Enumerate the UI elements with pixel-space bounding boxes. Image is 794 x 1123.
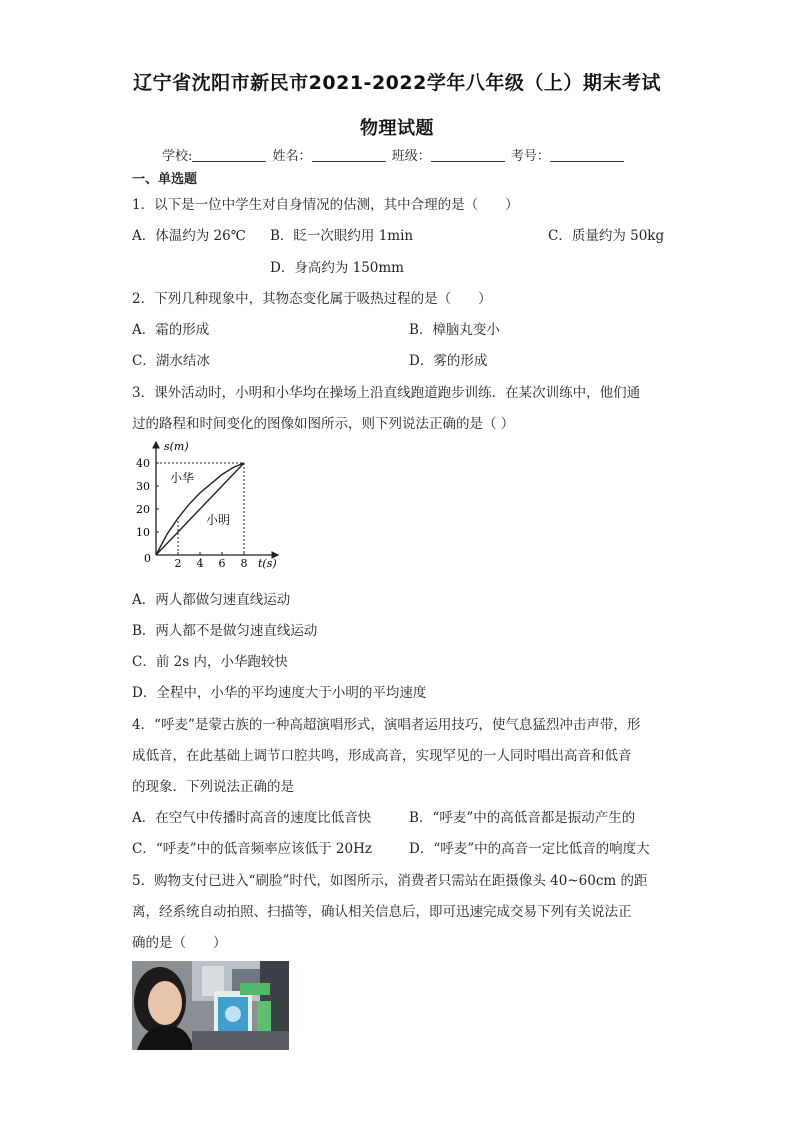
q4-option-a[interactable]: A．在空气中传播时高音的速度比低音快 (132, 810, 372, 826)
student-info-row (162, 145, 626, 164)
q4-option-c[interactable]: C．“呼麦”中的低音频率应该低于 20Hz (132, 841, 372, 857)
q2-option-a[interactable]: A．霜的形成 (132, 322, 210, 338)
name-blank[interactable] (312, 149, 386, 162)
x-tick-label: 8 (240, 557, 248, 570)
origin-label: 0 (144, 552, 151, 565)
q4-stem-line2: 成低音，在此基础上调节口腔共鸣，形成高音，实现罕见的一人同时唱出高音和低音 (132, 748, 632, 764)
q4-option-b[interactable]: B．“呼麦”中的高低音都是振动产生的 (409, 810, 636, 826)
exam-subtitle: 物理试题 (360, 118, 434, 139)
q5-stem-line1: 5．购物支付已进入“刷脸”时代，如图所示，消费者只需站在距摄像头 40~60cm 的距 (132, 873, 648, 889)
q1-stem: 1．以下是一位中学生对自身情况的估测，其中合理的是（ ） (132, 197, 519, 213)
y-tick-label: 40 (136, 457, 150, 470)
school-blank[interactable] (192, 149, 266, 162)
q1-option-c[interactable]: C．质量约为 50kg (548, 228, 665, 244)
x-axis-label: t(s) (258, 557, 277, 570)
q5-stem-line3: 确的是（ ） (132, 935, 227, 951)
s-t-graph (128, 436, 288, 576)
q1-option-a[interactable]: A．体温约为 26℃ (132, 228, 246, 244)
school-label: 学校: (162, 149, 193, 164)
x-tick-label: 6 (218, 557, 226, 570)
exam-no-blank[interactable] (550, 149, 624, 162)
x-tick-label: 4 (196, 557, 204, 570)
q3-option-a[interactable]: A．两人都做匀速直线运动 (132, 592, 291, 608)
exam-no-label: 考号： (510, 149, 550, 164)
q3-stem-line1: 3．课外活动时，小明和小华均在操场上沿直线跑道跑步训练．在某次训练中，他们通 (132, 385, 641, 401)
q3-option-b[interactable]: B．两人都不是做匀速直线运动 (132, 623, 318, 639)
y-axis-label: s(m) (164, 440, 189, 453)
q5-stem-line2: 离，经系统自动拍照、扫描等，确认相关信息后，即可迅速完成交易下列有关说法正 (132, 904, 632, 920)
q1-option-b[interactable]: B．眨一次眼约用 1min (270, 228, 414, 244)
q3-option-c[interactable]: C．前 2s 内，小华跑较快 (132, 654, 288, 670)
section-heading: 一、单选题 (132, 172, 198, 187)
face-payment-photo (132, 961, 289, 1050)
q2-option-b[interactable]: B．樟脑丸变小 (409, 322, 500, 338)
q4-option-d[interactable]: D．“呼麦”中的高音一定比低音的响度大 (409, 841, 650, 857)
q2-option-d[interactable]: D．雾的形成 (409, 353, 488, 369)
x-tick-label: 2 (174, 557, 182, 570)
name-label: 姓名： (272, 149, 312, 164)
series-label-xiaohua: 小华 (170, 471, 195, 485)
y-tick-label: 10 (136, 526, 150, 539)
q3-stem-line2: 过的路程和时间变化的图像如图所示，则下列说法正确的是（ ） (132, 416, 515, 432)
q1-option-d[interactable]: D．身高约为 150mm (270, 260, 404, 276)
q2-option-c[interactable]: C．湖水结冰 (132, 353, 210, 369)
q2-stem: 2．下列几种现象中，其物态变化属于吸热过程的是（ ） (132, 291, 492, 307)
class-label: 班级： (391, 149, 431, 164)
exam-title: 辽宁省沈阳市新民市2021-2022学年八年级（上）期末考试 (133, 72, 661, 94)
q4-stem-line3: 的现象．下列说法正确的是 (132, 779, 294, 795)
q3-option-d[interactable]: D．全程中，小华的平均速度大于小明的平均速度 (132, 685, 427, 701)
series-label-xiaoming: 小明 (206, 513, 231, 527)
q4-stem-line1: 4．“呼麦”是蒙古族的一种高超演唱形式，演唱者运用技巧，使气息猛烈冲击声带，形 (132, 717, 641, 733)
class-blank[interactable] (431, 149, 505, 162)
y-tick-label: 20 (136, 503, 150, 516)
y-tick-label: 30 (136, 480, 150, 493)
